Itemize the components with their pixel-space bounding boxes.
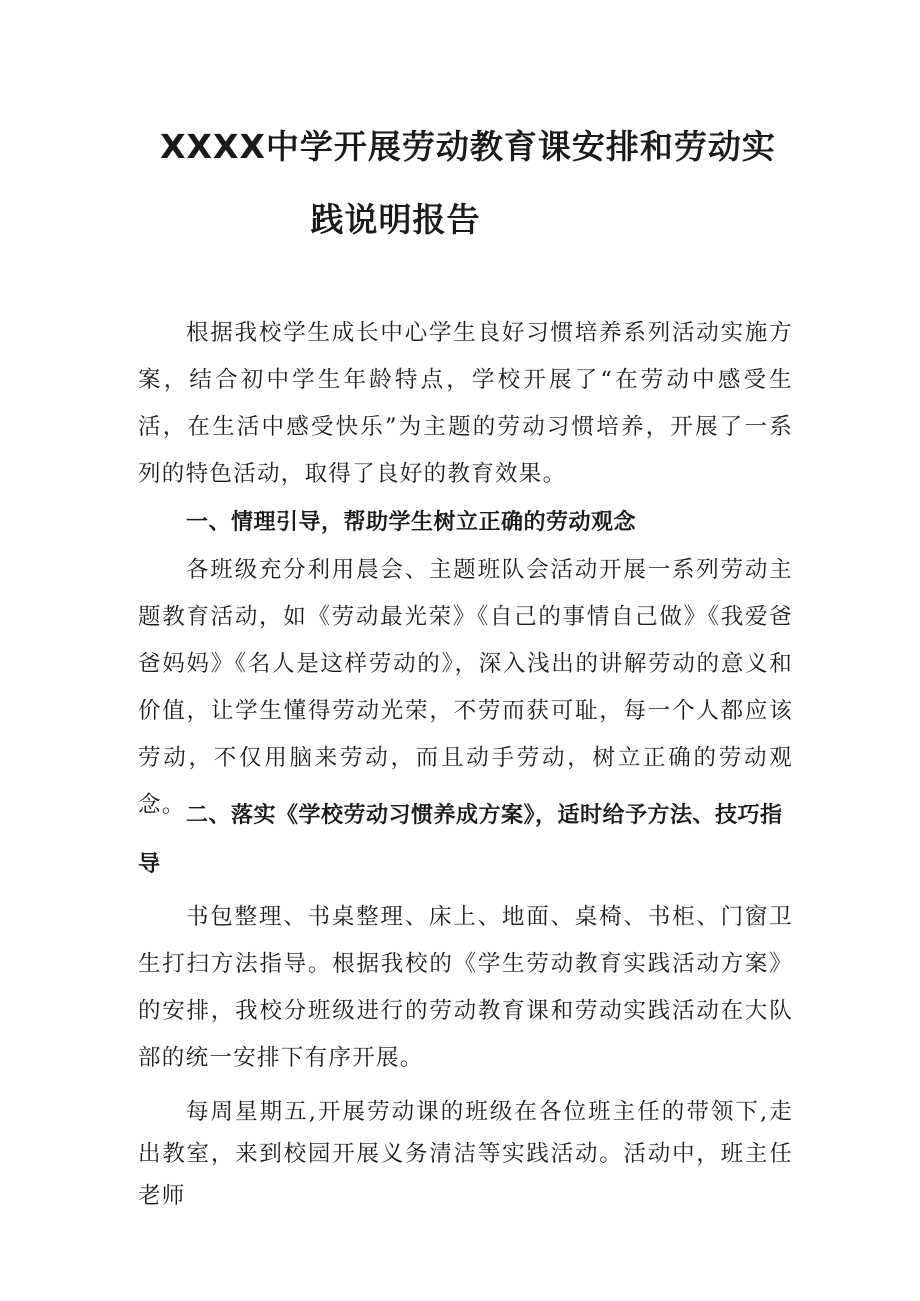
section-1-paragraph: 各班级充分利用晨会、主题班队会活动开展一系列劳动主题教育活动，如《劳动最光荣》《自己的事情自己做》《我爱爸爸妈妈》《名人是这样劳动的》，深入浅出的讲解劳动的意义和价值，让学生懂得劳动光荣，不劳而获可耻，每一个人都应该劳动，不仅用脑来劳动，而且动手劳动，树立正确的劳动观念。 [138,557,793,818]
intro-paragraph: 根据我校学生成长中心学生良好习惯培养系列活动实施方案，结合初中学生年龄特点，学校开展了“在劳动中感受生活，在生活中感受快乐”为主题的劳动习惯培养，开展了一系列的特色活动，取得了良好的教育效果。 [138,320,793,487]
section-2-paragraph-2: 每周星期五,开展劳动课的班级在各位班主任的带领下,走出教室，来到校园开展义务清洁等实践活动。活动中，班主任老师 [138,1099,793,1209]
section-2-paragraph-1: 书包整理、书桌整理、床上、地面、桌椅、书柜、门窗卫生打扫方法指导。根据我校的《学生劳动教育实践活动方案》的安排，我校分班级进行的劳动教育课和劳动实践活动在大队部的统一安排下有序开展。 [138,904,793,1071]
section-heading-1: 一、情理引导，帮助学生树立正确的劳动观念 [186,510,637,535]
document-title-line-1: XXXX中学开展劳动教育课安排和劳动实 [160,127,776,166]
document-title-line-2: 践说明报告 [310,200,481,239]
section-heading-2: 二、落实《学校劳动习惯养成方案》，适时给予方法、技巧指导 [138,803,783,877]
